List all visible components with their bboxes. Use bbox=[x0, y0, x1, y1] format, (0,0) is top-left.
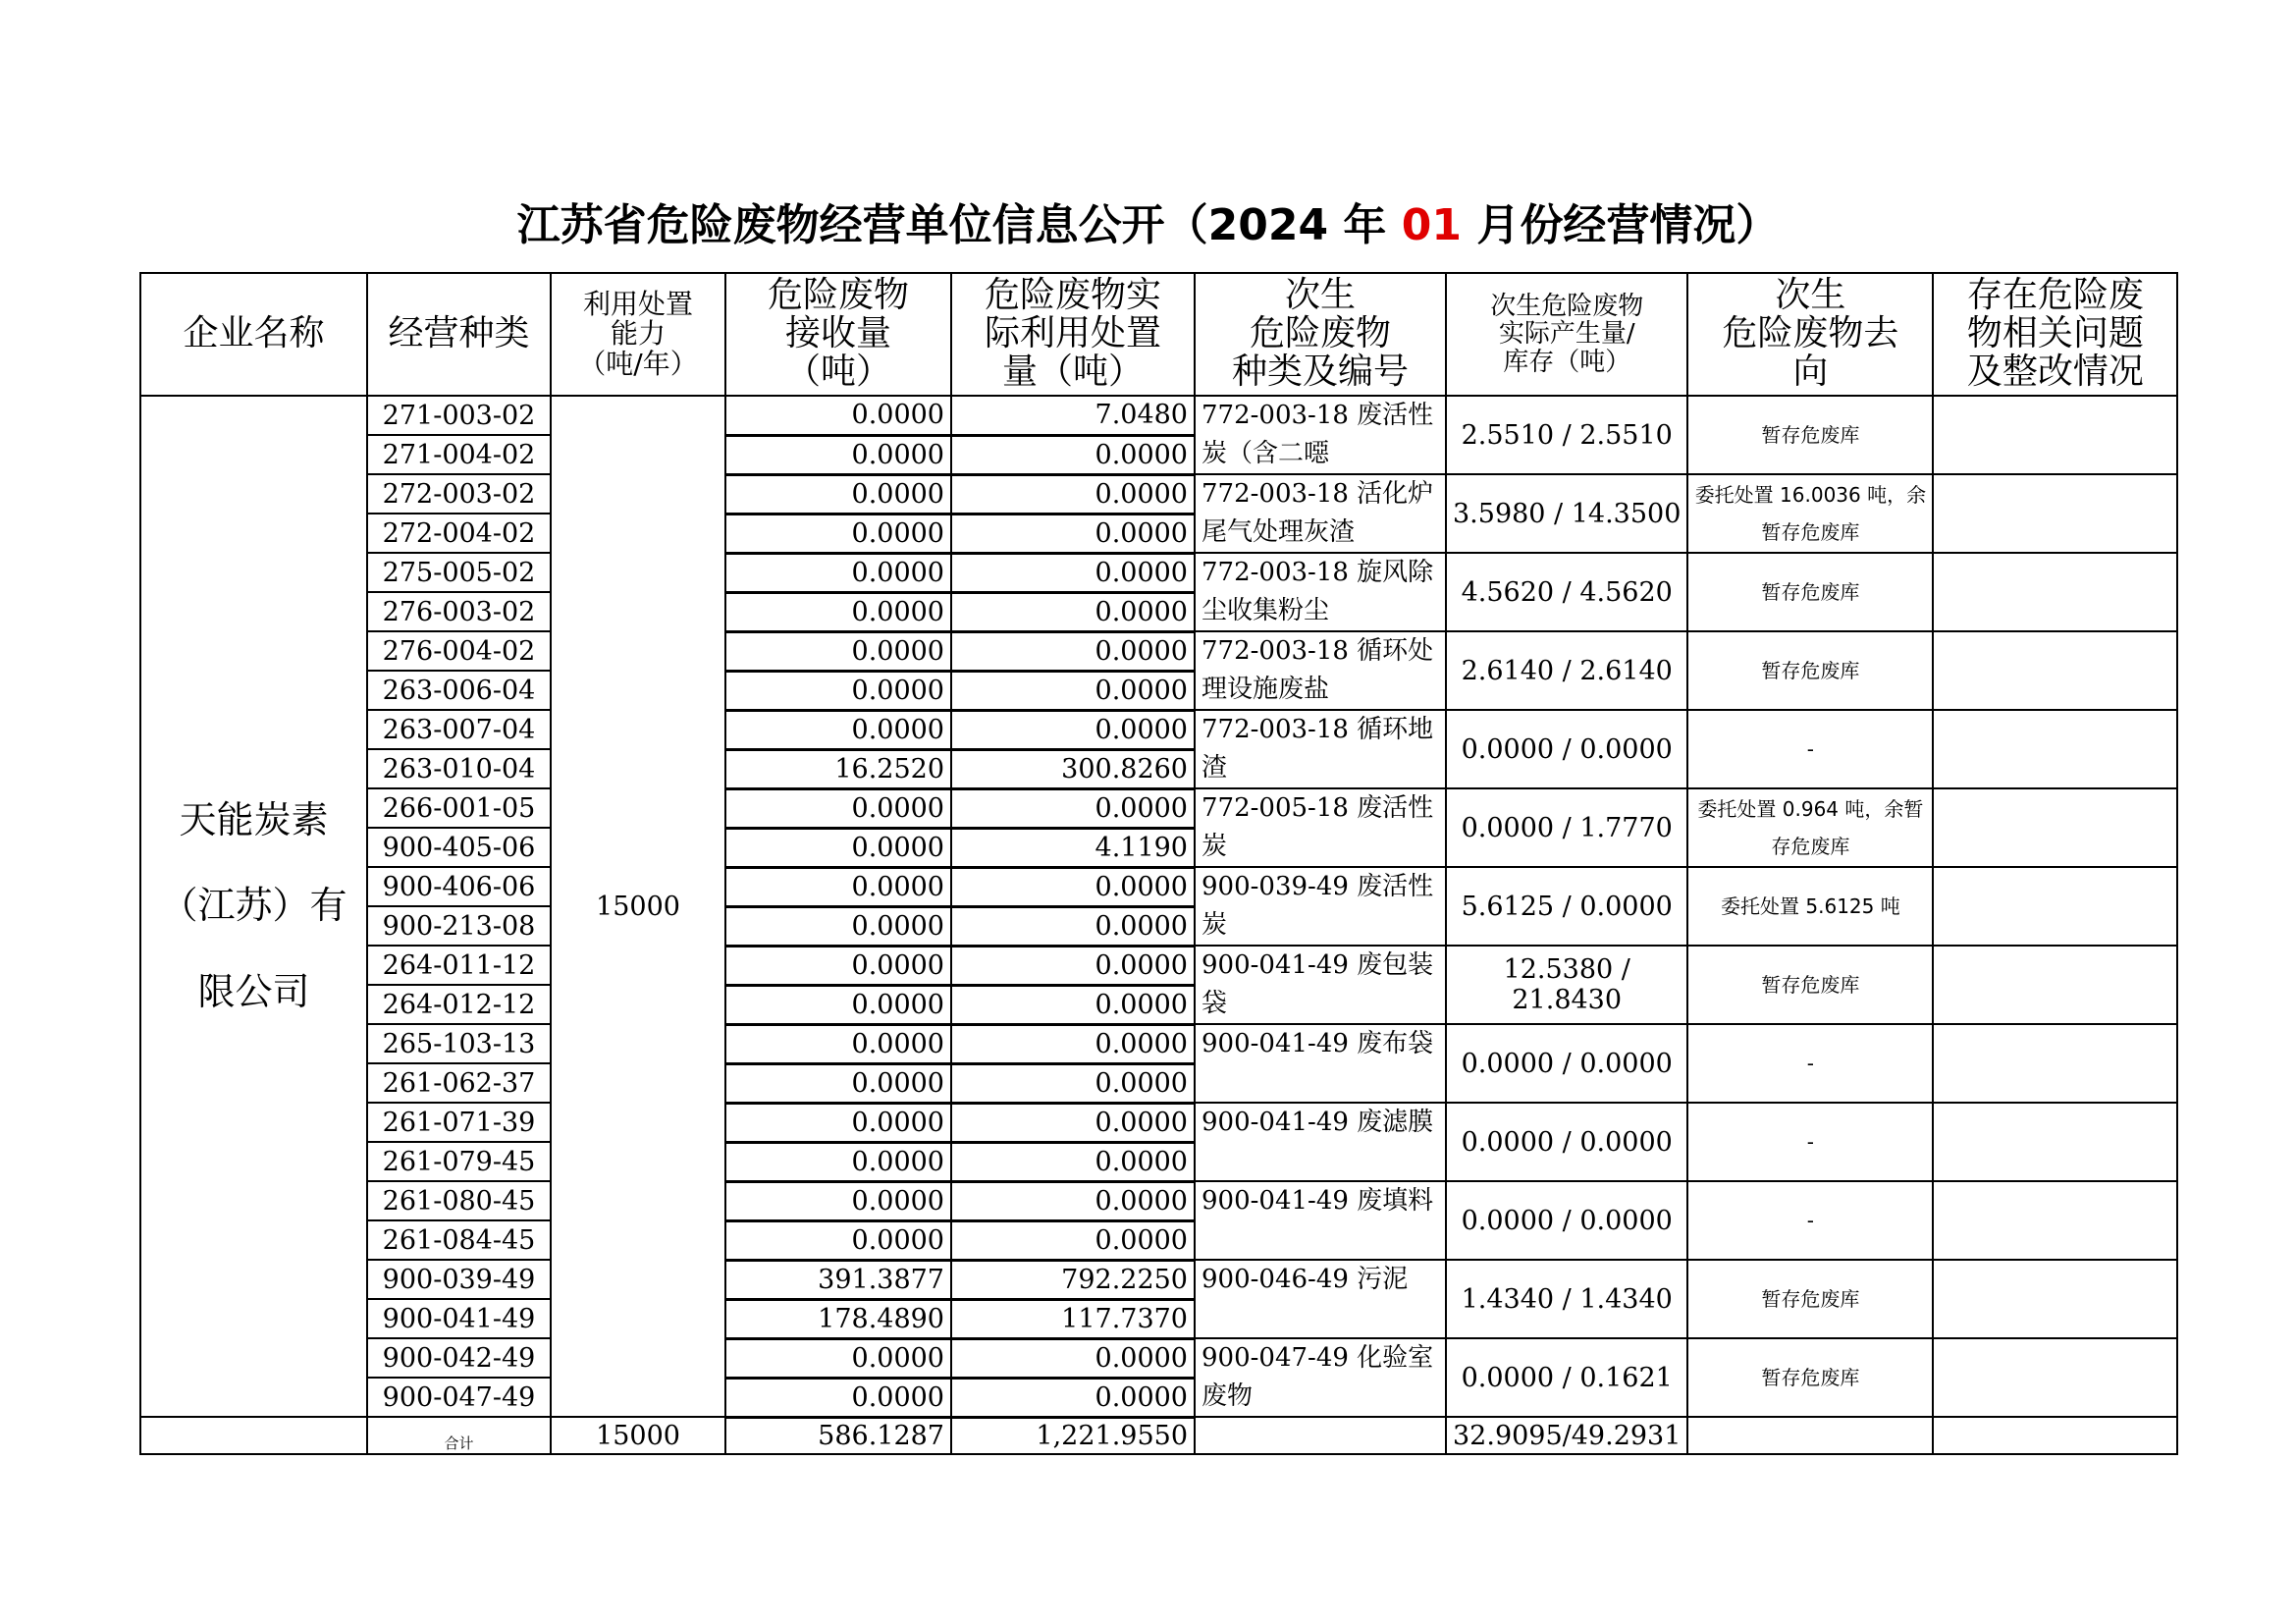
received-amount: 0.0000 bbox=[725, 828, 951, 867]
header-line: 际利用处置 bbox=[984, 313, 1161, 354]
waste-code: 261-079-45 bbox=[367, 1142, 551, 1181]
total-disposed: 1,221.9550 bbox=[951, 1417, 1195, 1454]
secondary-amount: 0.0000 / 0.0000 bbox=[1446, 710, 1687, 788]
secondary-waste-text: 772-003-18 循环处理设施废盐 bbox=[1201, 636, 1434, 704]
secondary-amount: 3.5980 / 14.3500 bbox=[1446, 474, 1687, 553]
secondary-amount: 4.5620 / 4.5620 bbox=[1446, 553, 1687, 631]
waste-code: 900-039-49 bbox=[367, 1260, 551, 1299]
waste-code: 263-010-04 bbox=[367, 749, 551, 788]
header-line: 经营种类 bbox=[388, 313, 530, 354]
column-header bbox=[1933, 273, 2177, 396]
secondary-amount: 2.5510 / 2.5510 bbox=[1446, 396, 1687, 474]
secondary-waste-type bbox=[1195, 710, 1446, 788]
header-line: 种类及编号 bbox=[1231, 351, 1409, 392]
header-line: 次生危险废物 bbox=[1490, 292, 1644, 322]
secondary-amount: 2.6140 / 2.6140 bbox=[1446, 631, 1687, 710]
issue-rectification bbox=[1933, 867, 2177, 946]
column-header bbox=[551, 273, 725, 396]
header-line: 次生 bbox=[1775, 275, 1846, 316]
company-name-line: （江苏）有 bbox=[160, 884, 347, 928]
received-amount: 0.0000 bbox=[725, 474, 951, 514]
total-label: 合计 bbox=[367, 1417, 551, 1454]
issue-rectification bbox=[1933, 631, 2177, 710]
secondary-destination: 暂存危废库 bbox=[1687, 946, 1933, 1024]
received-amount: 0.0000 bbox=[725, 1378, 951, 1417]
secondary-waste-type bbox=[1195, 631, 1446, 710]
header-line: 量（吨） bbox=[1001, 351, 1144, 392]
secondary-waste-type bbox=[1195, 946, 1446, 1024]
disposed-amount: 0.0000 bbox=[951, 1220, 1195, 1260]
secondary-waste-text: 900-041-49 废布袋 bbox=[1201, 1029, 1434, 1058]
secondary-destination: 暂存危废库 bbox=[1687, 1260, 1933, 1338]
secondary-waste-type bbox=[1195, 553, 1446, 631]
issue-rectification bbox=[1933, 553, 2177, 631]
received-amount: 391.3877 bbox=[725, 1260, 951, 1299]
secondary-waste-text: 900-041-49 废填料 bbox=[1201, 1186, 1434, 1216]
column-header bbox=[367, 273, 551, 396]
secondary-waste-text: 900-047-49 化验室废物 bbox=[1201, 1343, 1434, 1411]
secondary-waste-text: 772-003-18 旋风除尘收集粉尘 bbox=[1201, 558, 1434, 625]
waste-code: 261-062-37 bbox=[367, 1063, 551, 1103]
disposed-amount: 0.0000 bbox=[951, 514, 1195, 553]
secondary-destination: 暂存危废库 bbox=[1687, 631, 1933, 710]
secondary-amount: 0.0000 / 0.0000 bbox=[1446, 1181, 1687, 1260]
secondary-destination: 暂存危废库 bbox=[1687, 1338, 1933, 1417]
disposed-amount: 4.1190 bbox=[951, 828, 1195, 867]
secondary-waste-type bbox=[1195, 1181, 1446, 1260]
total-capacity: 15000 bbox=[551, 1417, 725, 1454]
waste-code: 900-042-49 bbox=[367, 1338, 551, 1378]
waste-code: 271-004-02 bbox=[367, 435, 551, 474]
header-line: （吨） bbox=[784, 351, 891, 392]
disposed-amount: 0.0000 bbox=[951, 592, 1195, 631]
waste-code: 900-041-49 bbox=[367, 1299, 551, 1338]
issue-rectification bbox=[1933, 396, 2177, 474]
total-row bbox=[140, 1417, 2177, 1454]
disposed-amount: 792.2250 bbox=[951, 1260, 1195, 1299]
secondary-destination: - bbox=[1687, 1181, 1933, 1260]
secondary-amount: 0.0000 / 1.7770 bbox=[1446, 788, 1687, 867]
disposed-amount: 0.0000 bbox=[951, 1024, 1195, 1063]
secondary-amount: 5.6125 / 0.0000 bbox=[1446, 867, 1687, 946]
received-amount: 0.0000 bbox=[725, 946, 951, 985]
received-amount: 0.0000 bbox=[725, 1220, 951, 1260]
table-row bbox=[140, 788, 2177, 828]
waste-code: 263-006-04 bbox=[367, 671, 551, 710]
received-amount: 178.4890 bbox=[725, 1299, 951, 1338]
disposed-amount: 0.0000 bbox=[951, 906, 1195, 946]
secondary-waste-text: 900-041-49 废滤膜 bbox=[1201, 1108, 1434, 1137]
secondary-waste-type bbox=[1195, 1103, 1446, 1181]
received-amount: 0.0000 bbox=[725, 710, 951, 749]
secondary-destination: - bbox=[1687, 710, 1933, 788]
received-amount: 0.0000 bbox=[725, 514, 951, 553]
secondary-waste-text: 772-003-18 活化炉尾气处理灰渣 bbox=[1201, 479, 1434, 547]
secondary-destination: - bbox=[1687, 1024, 1933, 1103]
received-amount: 0.0000 bbox=[725, 1181, 951, 1220]
company-name bbox=[140, 396, 367, 1417]
waste-code: 264-012-12 bbox=[367, 985, 551, 1024]
received-amount: 0.0000 bbox=[725, 1338, 951, 1378]
secondary-destination: 暂存危废库 bbox=[1687, 553, 1933, 631]
received-amount: 0.0000 bbox=[725, 1142, 951, 1181]
received-amount: 0.0000 bbox=[725, 396, 951, 435]
table-row bbox=[140, 946, 2177, 985]
waste-code: 900-405-06 bbox=[367, 828, 551, 867]
header-line: 利用处置 bbox=[582, 288, 693, 321]
disposed-amount: 0.0000 bbox=[951, 1103, 1195, 1142]
waste-code: 271-003-02 bbox=[367, 396, 551, 435]
header-line: 实际产生量/ bbox=[1498, 319, 1635, 350]
issue-rectification bbox=[1933, 1103, 2177, 1181]
secondary-destination: 委托处置 0.964 吨，余暂存危废库 bbox=[1687, 788, 1933, 867]
secondary-amount: 0.0000 / 0.0000 bbox=[1446, 1103, 1687, 1181]
header-line: （吨/年） bbox=[578, 347, 698, 380]
received-amount: 0.0000 bbox=[725, 631, 951, 671]
header-line: 库存（吨） bbox=[1503, 347, 1631, 377]
secondary-waste-type bbox=[1195, 1260, 1446, 1338]
disposed-amount: 0.0000 bbox=[951, 1378, 1195, 1417]
issue-rectification bbox=[1933, 1181, 2177, 1260]
header-row bbox=[140, 273, 2177, 396]
received-amount: 0.0000 bbox=[725, 592, 951, 631]
waste-code: 900-213-08 bbox=[367, 906, 551, 946]
waste-code: 900-406-06 bbox=[367, 867, 551, 906]
disposed-amount: 117.7370 bbox=[951, 1299, 1195, 1338]
received-amount: 0.0000 bbox=[725, 553, 951, 592]
table-row bbox=[140, 631, 2177, 671]
total-issue-blank bbox=[1933, 1417, 2177, 1454]
column-header bbox=[951, 273, 1195, 396]
issue-rectification bbox=[1933, 1338, 2177, 1417]
header-line: 物相关问题 bbox=[1966, 313, 2144, 354]
header-line: 危险废物 bbox=[767, 275, 909, 316]
received-amount: 0.0000 bbox=[725, 867, 951, 906]
secondary-waste-text: 772-005-18 废活性炭 bbox=[1201, 793, 1434, 861]
capacity: 15000 bbox=[551, 396, 725, 1417]
received-amount: 0.0000 bbox=[725, 906, 951, 946]
header-line: 危险废物去 bbox=[1722, 313, 1899, 354]
disposed-amount: 0.0000 bbox=[951, 867, 1195, 906]
secondary-waste-text: 900-039-49 废活性炭 bbox=[1201, 872, 1434, 940]
table-row bbox=[140, 1181, 2177, 1220]
waste-code: 276-003-02 bbox=[367, 592, 551, 631]
disposed-amount: 0.0000 bbox=[951, 710, 1195, 749]
total-secondary-amount: 32.9095/49.2931 bbox=[1446, 1417, 1687, 1454]
disposed-amount: 0.0000 bbox=[951, 1063, 1195, 1103]
column-header bbox=[1687, 273, 1933, 396]
secondary-waste-type bbox=[1195, 1338, 1446, 1417]
secondary-waste-type bbox=[1195, 1024, 1446, 1103]
secondary-waste-type bbox=[1195, 788, 1446, 867]
waste-operation-table bbox=[139, 272, 2178, 1455]
secondary-destination: 暂存危废库 bbox=[1687, 396, 1933, 474]
secondary-waste-type bbox=[1195, 867, 1446, 946]
table-row bbox=[140, 1260, 2177, 1299]
waste-code: 272-003-02 bbox=[367, 474, 551, 514]
company-name-line: 天能炭素 bbox=[179, 797, 329, 841]
disposed-amount: 0.0000 bbox=[951, 671, 1195, 710]
total-company-blank bbox=[140, 1417, 367, 1454]
header-line: 危险废物 bbox=[1249, 313, 1391, 354]
disposed-amount: 300.8260 bbox=[951, 749, 1195, 788]
total-received: 586.1287 bbox=[725, 1417, 951, 1454]
received-amount: 0.0000 bbox=[725, 1024, 951, 1063]
waste-code: 261-071-39 bbox=[367, 1103, 551, 1142]
title-month: 01 bbox=[1401, 200, 1462, 250]
column-header bbox=[1195, 273, 1446, 396]
header-line: 企业名称 bbox=[183, 313, 325, 354]
waste-code: 265-103-13 bbox=[367, 1024, 551, 1063]
waste-code: 900-047-49 bbox=[367, 1378, 551, 1417]
disposed-amount: 7.0480 bbox=[951, 396, 1195, 435]
disposed-amount: 0.0000 bbox=[951, 1181, 1195, 1220]
secondary-amount: 12.5380 / 21.8430 bbox=[1446, 946, 1687, 1024]
disposed-amount: 0.0000 bbox=[951, 1142, 1195, 1181]
issue-rectification bbox=[1933, 1260, 2177, 1338]
received-amount: 0.0000 bbox=[725, 985, 951, 1024]
total-waste-blank bbox=[1195, 1417, 1446, 1454]
header-line: 及整改情况 bbox=[1966, 351, 2144, 392]
disposed-amount: 0.0000 bbox=[951, 553, 1195, 592]
waste-code: 261-084-45 bbox=[367, 1220, 551, 1260]
waste-code: 276-004-02 bbox=[367, 631, 551, 671]
issue-rectification bbox=[1933, 788, 2177, 867]
total-dest-blank bbox=[1687, 1417, 1933, 1454]
header-line: 接收量 bbox=[784, 313, 891, 354]
table-row bbox=[140, 867, 2177, 906]
secondary-amount: 1.4340 / 1.4340 bbox=[1446, 1260, 1687, 1338]
disposed-amount: 0.0000 bbox=[951, 985, 1195, 1024]
header-line: 能力 bbox=[610, 317, 666, 351]
header-line: 向 bbox=[1792, 351, 1829, 392]
disposed-amount: 0.0000 bbox=[951, 1338, 1195, 1378]
secondary-waste-text: 772-003-18 废活性炭（含二噁 bbox=[1201, 401, 1434, 468]
waste-code: 264-011-12 bbox=[367, 946, 551, 985]
table-row bbox=[140, 553, 2177, 592]
received-amount: 0.0000 bbox=[725, 788, 951, 828]
table-row bbox=[140, 1103, 2177, 1142]
received-amount: 0.0000 bbox=[725, 671, 951, 710]
secondary-destination: 委托处置 5.6125 吨 bbox=[1687, 867, 1933, 946]
table-row bbox=[140, 396, 2177, 435]
received-amount: 0.0000 bbox=[725, 1103, 951, 1142]
secondary-amount: 0.0000 / 0.0000 bbox=[1446, 1024, 1687, 1103]
waste-code: 272-004-02 bbox=[367, 514, 551, 553]
issue-rectification bbox=[1933, 710, 2177, 788]
issue-rectification bbox=[1933, 946, 2177, 1024]
table-row bbox=[140, 474, 2177, 514]
received-amount: 0.0000 bbox=[725, 1063, 951, 1103]
secondary-waste-text: 900-041-49 废包装袋 bbox=[1201, 950, 1434, 1018]
table-row bbox=[140, 1024, 2177, 1063]
company-name-line: 限公司 bbox=[197, 969, 310, 1013]
secondary-waste-type bbox=[1195, 474, 1446, 553]
table-row bbox=[140, 1338, 2177, 1378]
waste-code: 266-001-05 bbox=[367, 788, 551, 828]
table-row bbox=[140, 710, 2177, 749]
secondary-amount: 0.0000 / 0.1621 bbox=[1446, 1338, 1687, 1417]
secondary-destination: - bbox=[1687, 1103, 1933, 1181]
header-line: 存在危险废 bbox=[1966, 275, 2144, 316]
column-header bbox=[140, 273, 367, 396]
issue-rectification bbox=[1933, 474, 2177, 553]
header-line: 危险废物实 bbox=[984, 275, 1161, 316]
disposed-amount: 0.0000 bbox=[951, 631, 1195, 671]
disposed-amount: 0.0000 bbox=[951, 788, 1195, 828]
disposed-amount: 0.0000 bbox=[951, 474, 1195, 514]
secondary-waste-text: 900-046-49 污泥 bbox=[1201, 1265, 1409, 1294]
issue-rectification bbox=[1933, 1024, 2177, 1103]
waste-code: 275-005-02 bbox=[367, 553, 551, 592]
disposed-amount: 0.0000 bbox=[951, 435, 1195, 474]
secondary-waste-text: 772-003-18 循环地渣 bbox=[1201, 715, 1434, 783]
waste-code: 261-080-45 bbox=[367, 1181, 551, 1220]
header-line: 次生 bbox=[1284, 275, 1356, 316]
waste-code: 263-007-04 bbox=[367, 710, 551, 749]
disposed-amount: 0.0000 bbox=[951, 946, 1195, 985]
column-header bbox=[725, 273, 951, 396]
page-title: 江苏省危险废物经营单位信息公开（2024 年 01 月份经营情况） bbox=[516, 200, 1780, 250]
received-amount: 0.0000 bbox=[725, 435, 951, 474]
secondary-destination: 委托处置 16.0036 吨，余暂存危废库 bbox=[1687, 474, 1933, 553]
secondary-waste-type bbox=[1195, 396, 1446, 474]
column-header bbox=[1446, 273, 1687, 396]
received-amount: 16.2520 bbox=[725, 749, 951, 788]
